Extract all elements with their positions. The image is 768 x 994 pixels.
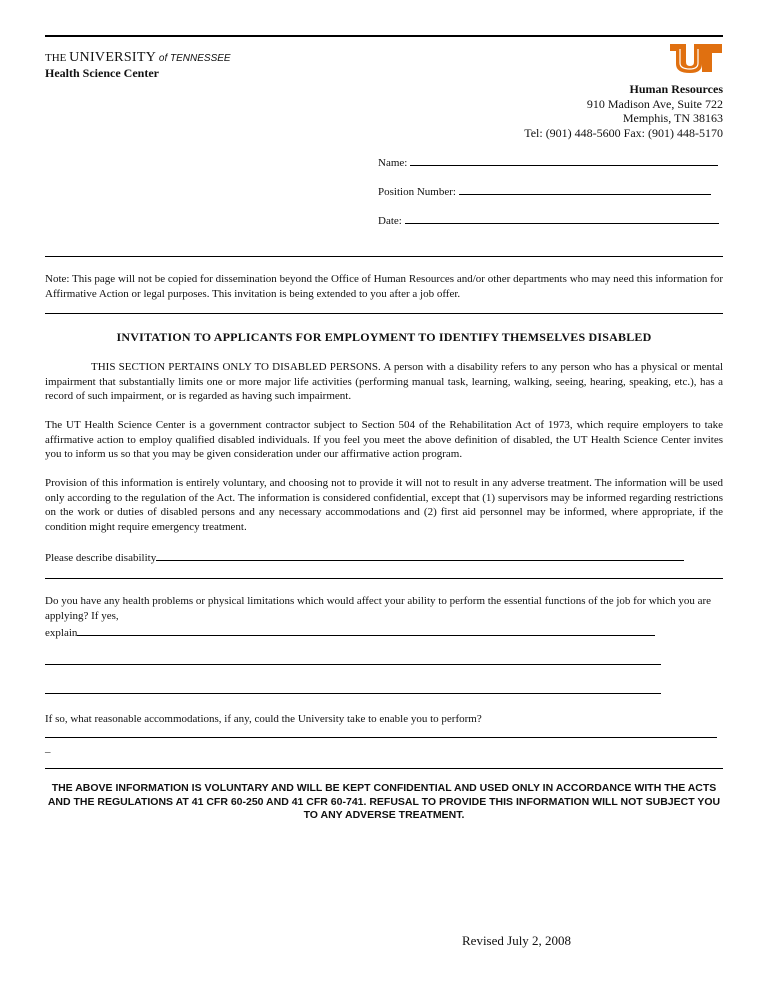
- hr-street: 910 Madison Ave, Suite 722: [586, 96, 723, 111]
- date-label: Date:: [378, 215, 402, 227]
- hr-department: Human Resources: [629, 82, 723, 96]
- ut-logo: [668, 42, 724, 74]
- explain-row: [45, 624, 685, 639]
- voluntary-notice: THE ABOVE INFORMATION IS VOLUNTARY AND WILL BE KEPT CONFIDENTIAL AND USED ONLY IN ACCORDANCE WITH THE ACTS AND THE REGULATIONS AT 41 CFR 60-250 AND 41 CFR 60-741. REFUSAL TO PROVIDE THIS INFORMATION WILL NOT SUBJECT YOU TO ANY ADVERSE TREATMENT.: [47, 782, 721, 821]
- disability-definition-paragraph: [45, 360, 723, 404]
- date-field-row: [378, 212, 723, 227]
- voluntary-paragraph: Provision of this information is entirely voluntary, and choosing not to provide it will not to result in any adverse treatment. The information will be used only according to the regulation of the Act. The information is considered confidential, except that (1) supervisors may be informed regarding restrictions on the work or duties of disabled persons and any necessary accommodations and (2) first aid personnel may be informed, where appropriate, if the condition might require emergency treatment.: [45, 477, 723, 533]
- accommodations-question: If so, what reasonable accommodations, if any, could the University take to enable you to perform?: [45, 713, 482, 725]
- answer-line[interactable]: [45, 578, 723, 579]
- position-field-row: [378, 183, 723, 198]
- describe-disability-label: Please describe disability: [45, 552, 157, 564]
- divider: [45, 768, 723, 769]
- name-field[interactable]: [410, 154, 718, 166]
- hr-address-block: [524, 82, 723, 140]
- university-of-tennessee: of TENNESSEE: [158, 53, 231, 64]
- name-label: Name:: [378, 157, 408, 169]
- divider: [45, 313, 723, 314]
- name-field-row: [378, 154, 723, 169]
- describe-disability-row: [45, 549, 723, 564]
- answer-dash: _: [45, 742, 51, 754]
- revision-date: Revised July 2, 2008: [462, 933, 572, 948]
- position-number-field[interactable]: [459, 183, 711, 195]
- definition-body: A person with a disability refers to any person who has a physical or mental impairment that substantially limits one or more major life activities (performing manual task, learning, walking, seeing, hearing, speaking, etc.), has a record of such impairment, or is regarded as having such impairment.: [45, 361, 724, 402]
- answer-line[interactable]: [45, 737, 717, 738]
- explain-field[interactable]: [77, 624, 655, 636]
- answer-line[interactable]: [45, 664, 661, 665]
- definition-lead: THIS SECTION PERTAINS ONLY TO DISABLED PERSONS.: [91, 361, 381, 373]
- health-question: Do you have any health problems or physical limitations which would affect your ability to perform the essential functions of the job for which you are applying? If yes,: [45, 595, 712, 622]
- explain-label: explain: [45, 627, 78, 639]
- hr-city: Memphis, TN 38163: [622, 111, 723, 125]
- divider: [45, 256, 723, 257]
- answer-line[interactable]: [45, 693, 661, 694]
- describe-disability-field[interactable]: [156, 549, 684, 561]
- confidentiality-note: Note: This page will not be copied for dissemination beyond the Office of Human Resources and/or other departments who may need this information for Affirmative Action or legal purposes. This invitation is being extended to you after a job offer.: [45, 273, 723, 300]
- university-the: THE: [45, 52, 67, 64]
- date-field[interactable]: [405, 212, 719, 224]
- health-science-center-title: Health Science Center: [45, 66, 159, 80]
- university-name: [45, 50, 231, 66]
- university-word: UNIVERSITY: [69, 50, 157, 65]
- hr-phone-fax: Tel: (901) 448-5600 Fax: (901) 448-5170: [524, 125, 723, 140]
- contractor-paragraph: The UT Health Science Center is a government contractor subject to Section 504 of the Rehabilitation Act of 1973, which require employers to take affirmative action to employ qualified disabled individuals. If you feel you meet the above definition of disabled, the UT Health Science Center invites you to inform us so that you may be given consideration under our affirmative action program.: [45, 419, 723, 460]
- position-number-label: Position Number:: [378, 186, 456, 198]
- section-title: INVITATION TO APPLICANTS FOR EMPLOYMENT TO IDENTIFY THEMSELVES DISABLED: [116, 330, 652, 344]
- top-rule: [45, 35, 723, 37]
